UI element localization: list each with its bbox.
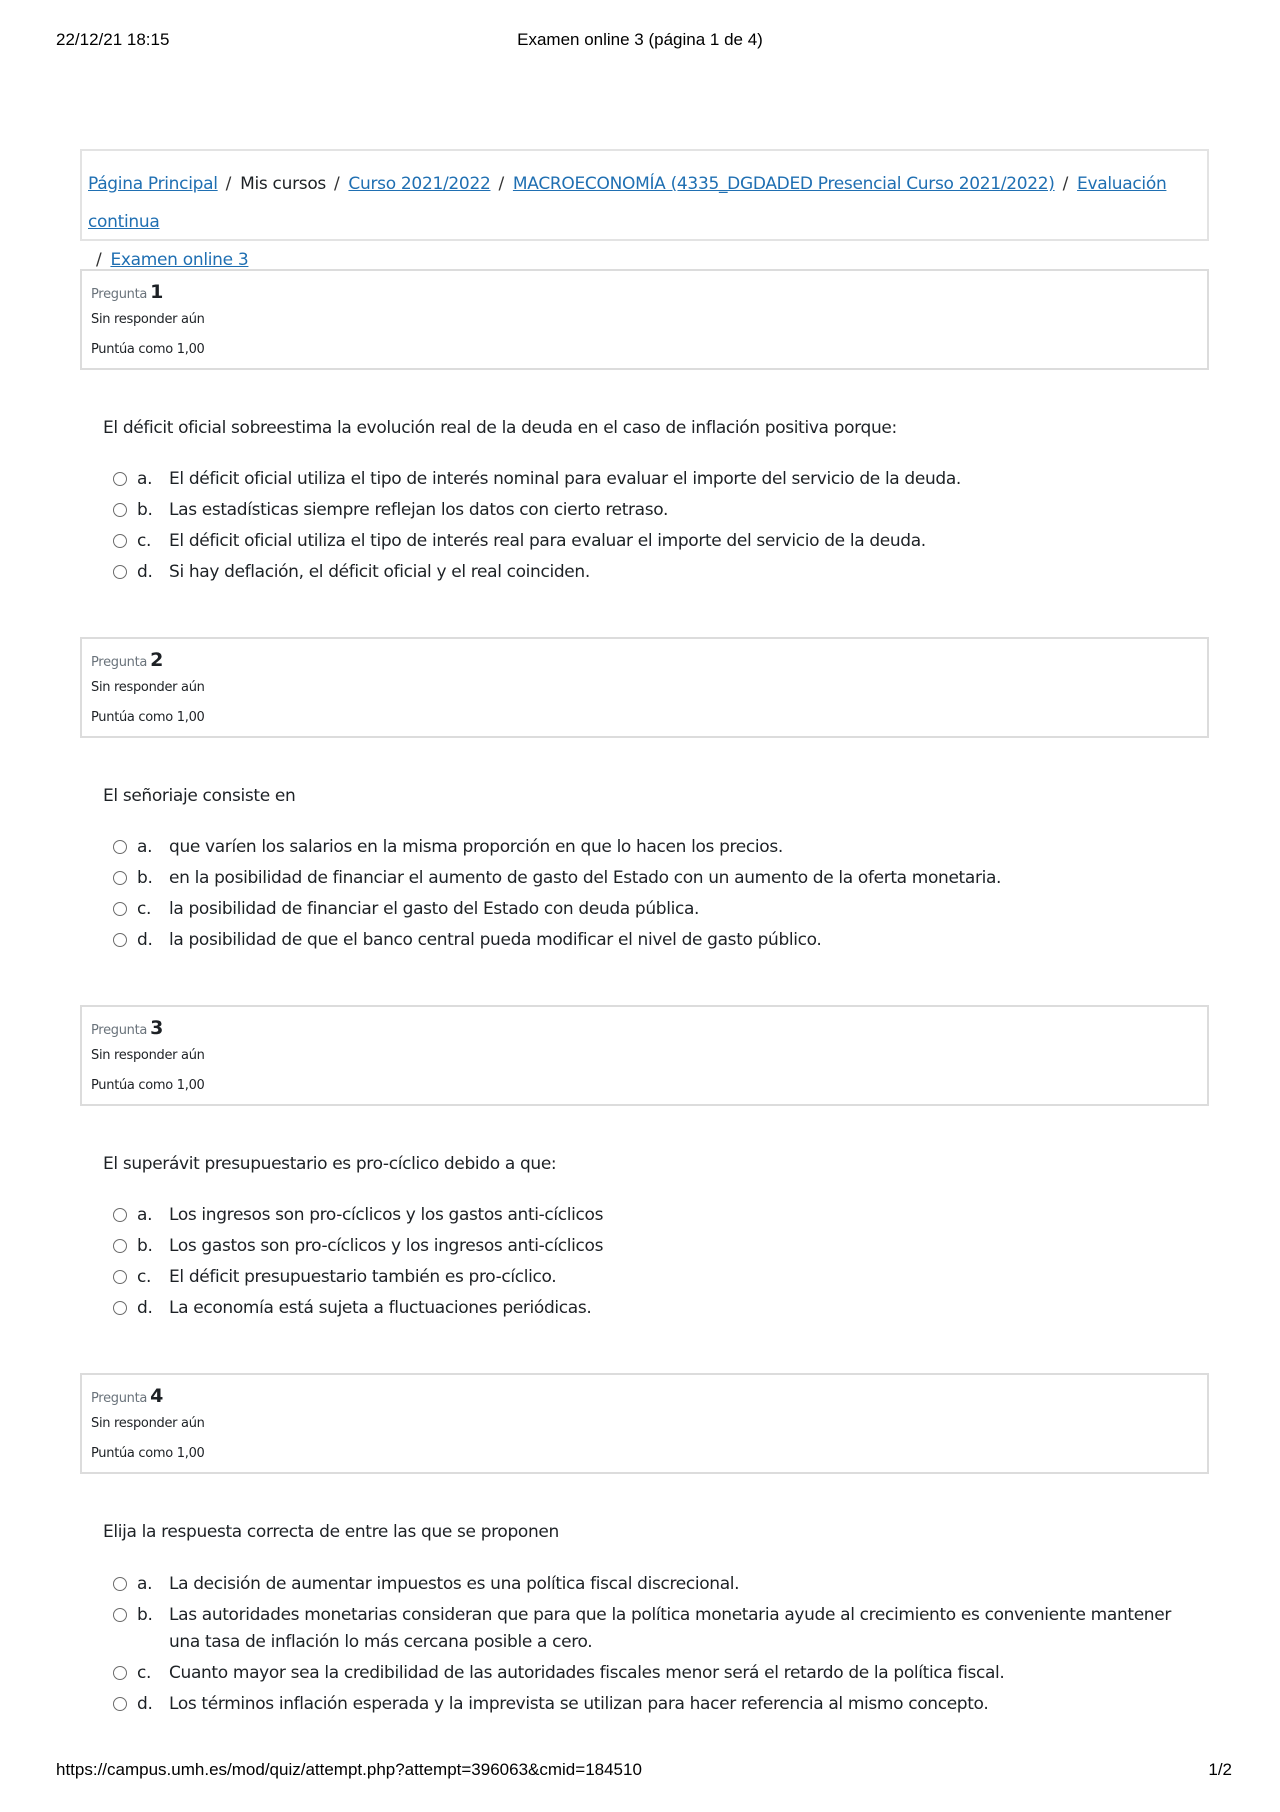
answer-option[interactable] <box>113 1660 1173 1687</box>
answer-option[interactable] <box>113 927 1173 954</box>
answer-label: Si hay deflación, el déficit oficial y el real coinciden. <box>169 562 590 582</box>
answer-label: El déficit oficial utiliza el tipo de interés nominal para evaluar el importe del servicio de la deuda. <box>169 469 961 489</box>
answer-letter: a. <box>137 837 153 857</box>
question-info-2 <box>80 637 1209 738</box>
breadcrumb-quiz-link[interactable]: Examen online 3 <box>110 250 249 270</box>
breadcrumb-separator: / <box>333 174 340 194</box>
radio-button[interactable] <box>113 1608 127 1622</box>
question-state: Sin responder aún <box>91 312 205 327</box>
question-number: Pregunta 2 <box>91 649 163 671</box>
question-number: Pregunta 3 <box>91 1017 163 1039</box>
breadcrumb-separator: / <box>498 174 504 194</box>
answer-letter: a. <box>137 1574 153 1594</box>
answer-letter: a. <box>137 1205 153 1225</box>
radio-button[interactable] <box>113 1239 127 1253</box>
question-grade: Puntúa como 1,00 <box>91 1078 205 1093</box>
print-footer <box>0 1760 1280 1784</box>
breadcrumb <box>80 149 1209 270</box>
answer-option[interactable] <box>113 1202 1173 1229</box>
question-text-4: Elija la respuesta correcta de entre las que se proponen <box>103 1522 559 1542</box>
print-header <box>0 30 1280 54</box>
answer-letter: b. <box>137 1605 153 1625</box>
answer-label: Los gastos son pro-cíclicos y los ingresos anti-cíclicos <box>169 1236 604 1256</box>
answer-letter: b. <box>137 1236 153 1256</box>
answer-label: El déficit presupuestario también es pro-cíclico. <box>169 1267 557 1287</box>
radio-button[interactable] <box>113 871 127 885</box>
answer-letter: d. <box>137 562 153 582</box>
breadcrumb-course-link[interactable]: MACROECONOMÍA (4335_DGDADED Presencial Curso 2021/2022) <box>512 174 1055 194</box>
answer-list-4 <box>113 1571 1173 1722</box>
question-info-4 <box>80 1373 1209 1474</box>
answer-option[interactable] <box>113 1691 1173 1718</box>
radio-button[interactable] <box>113 503 127 517</box>
radio-button[interactable] <box>113 933 127 947</box>
radio-button[interactable] <box>113 1208 127 1222</box>
breadcrumb-course-year-link[interactable]: Curso 2021/2022 <box>348 174 491 194</box>
breadcrumb-my-courses: Mis cursos <box>240 174 326 194</box>
radio-button[interactable] <box>113 1270 127 1284</box>
answer-letter: d. <box>137 930 153 950</box>
answer-list-2 <box>113 834 1173 958</box>
answer-option[interactable] <box>113 834 1173 861</box>
answer-list-1 <box>113 466 1173 590</box>
answer-label: La decisión de aumentar impuestos es una política fiscal discrecional. <box>169 1574 740 1594</box>
question-grade: Puntúa como 1,00 <box>91 1446 205 1461</box>
answer-option[interactable] <box>113 896 1173 923</box>
breadcrumb-separator: / <box>1062 174 1069 194</box>
question-info-3 <box>80 1005 1209 1106</box>
answer-option[interactable] <box>113 1571 1173 1598</box>
radio-button[interactable] <box>113 534 127 548</box>
answer-label: Cuanto mayor sea la credibilidad de las autoridades fiscales menor será el retardo de la política fiscal. <box>169 1663 1005 1683</box>
radio-button[interactable] <box>113 902 127 916</box>
answer-letter: c. <box>137 899 152 919</box>
answer-option[interactable] <box>113 497 1173 524</box>
breadcrumb-separator: / <box>96 250 102 270</box>
answer-option[interactable] <box>113 1295 1173 1322</box>
answer-label: la posibilidad de que el banco central pueda modificar el nivel de gasto público. <box>169 930 822 950</box>
answer-letter: a. <box>137 469 153 489</box>
radio-button[interactable] <box>113 1577 127 1591</box>
print-datetime: 22/12/21 18:15 <box>56 30 170 49</box>
answer-letter: d. <box>137 1694 153 1714</box>
question-state: Sin responder aún <box>91 1416 205 1431</box>
question-text-1: El déficit oficial sobreestima la evolución real de la deuda en el caso de inflación positiva porque: <box>103 418 897 438</box>
question-grade: Puntúa como 1,00 <box>91 710 205 725</box>
print-url: https://campus.umh.es/mod/quiz/attempt.php?attempt=396063&cmid=184510 <box>56 1760 642 1779</box>
answer-option[interactable] <box>113 865 1173 892</box>
print-page-number: 1/2 <box>1208 1760 1232 1779</box>
radio-button[interactable] <box>113 472 127 486</box>
answer-letter: c. <box>137 531 152 551</box>
answer-label: la posibilidad de financiar el gasto del Estado con deuda pública. <box>169 899 700 919</box>
answer-letter: c. <box>137 1663 152 1683</box>
radio-button[interactable] <box>113 1666 127 1680</box>
answer-option[interactable] <box>113 466 1173 493</box>
answer-option[interactable] <box>113 1602 1173 1656</box>
question-info-1 <box>80 269 1209 370</box>
question-number: Pregunta 4 <box>91 1385 163 1407</box>
question-number: Pregunta 1 <box>91 281 163 303</box>
radio-button[interactable] <box>113 840 127 854</box>
answer-letter: b. <box>137 868 153 888</box>
answer-label: Las estadísticas siempre reflejan los datos con cierto retraso. <box>169 500 669 520</box>
question-text-2: El señoriaje consiste en <box>103 786 296 806</box>
radio-button[interactable] <box>113 565 127 579</box>
answer-option[interactable] <box>113 528 1173 555</box>
answer-letter: b. <box>137 500 153 520</box>
breadcrumb-section-link[interactable]: Evaluación continua <box>88 174 1167 232</box>
question-state: Sin responder aún <box>91 1048 205 1063</box>
answer-label: Los ingresos son pro-cíclicos y los gastos anti-cíclicos <box>169 1205 604 1225</box>
answer-label: La economía está sujeta a fluctuaciones periódicas. <box>169 1298 592 1318</box>
radio-button[interactable] <box>113 1301 127 1315</box>
answer-label: en la posibilidad de financiar el aumento de gasto del Estado con un aumento de la oferta monetaria. <box>169 868 1002 888</box>
answer-option[interactable] <box>113 1264 1173 1291</box>
question-grade: Puntúa como 1,00 <box>91 342 205 357</box>
answer-label: Las autoridades monetarias consideran que para que la política monetaria ayude al crecimiento es conveniente mantener una tasa de inflación lo más cercana posible a cero. <box>169 1605 1171 1652</box>
question-state: Sin responder aún <box>91 680 205 695</box>
answer-option[interactable] <box>113 1233 1173 1260</box>
answer-option[interactable] <box>113 559 1173 586</box>
answer-letter: d. <box>137 1298 153 1318</box>
print-title: Examen online 3 (página 1 de 4) <box>517 30 763 49</box>
breadcrumb-home-link[interactable]: Página Principal <box>88 174 218 194</box>
question-text-3: El superávit presupuestario es pro-cíclico debido a que: <box>103 1154 557 1174</box>
breadcrumb-separator: / <box>225 174 232 194</box>
answer-label: El déficit oficial utiliza el tipo de interés real para evaluar el importe del servicio de la deuda. <box>169 531 926 551</box>
answer-list-3 <box>113 1202 1173 1326</box>
answer-label: Los términos inflación esperada y la imprevista se utilizan para hacer referencia al mismo concepto. <box>169 1694 989 1714</box>
answer-label: que varíen los salarios en la misma proporción en que lo hacen los precios. <box>169 837 783 857</box>
answer-letter: c. <box>137 1267 152 1287</box>
radio-button[interactable] <box>113 1697 127 1711</box>
